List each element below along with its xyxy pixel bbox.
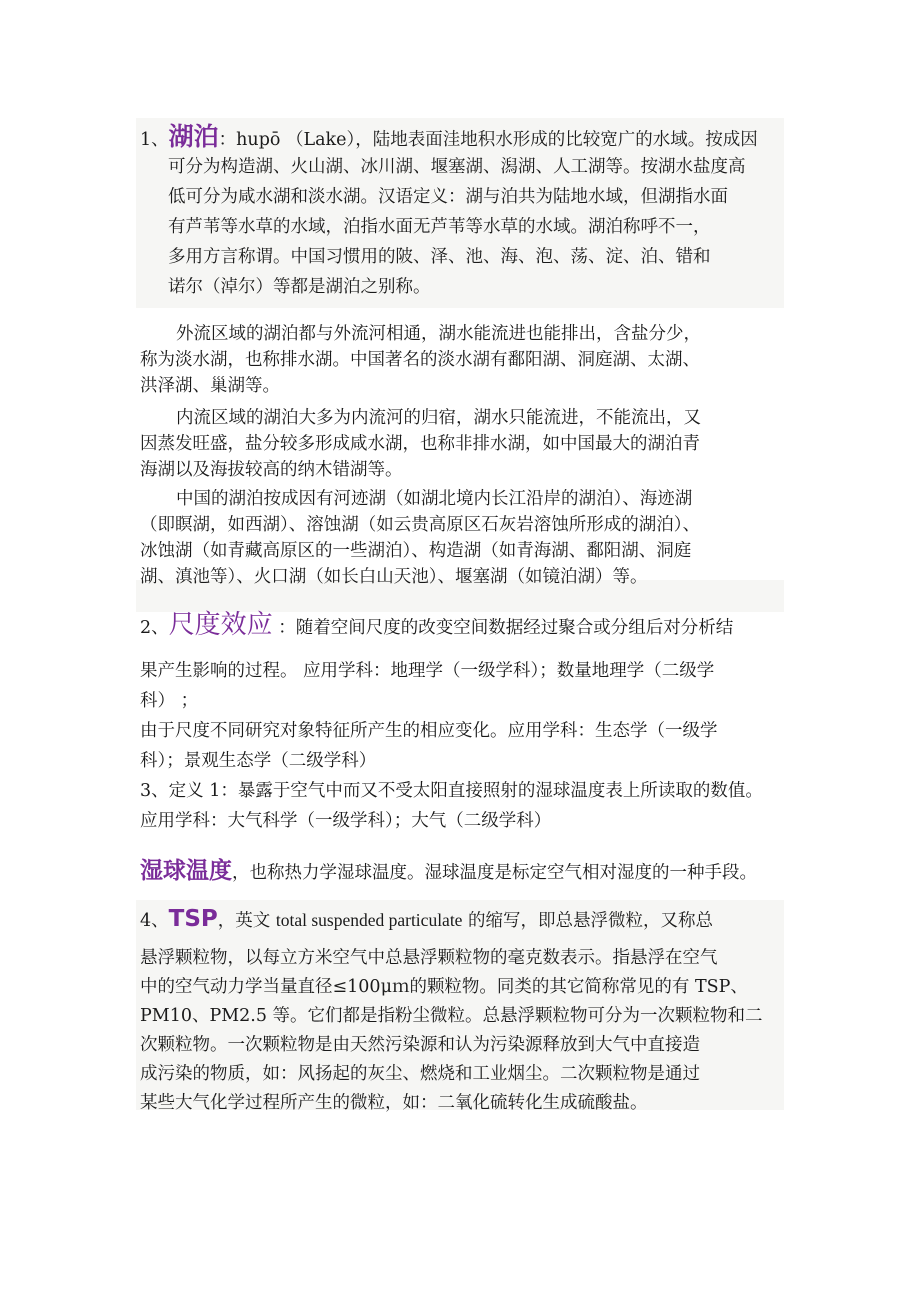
paragraph-line: 湖、滇池等）、火口湖（如长白山天池）、堰塞湖（如镜泊湖）等。	[140, 567, 648, 587]
paragraph-line: 内流区域的湖泊大多为内流河的归宿，湖水只能流进，不能流出，又	[176, 408, 701, 428]
term-heading: TSP	[168, 906, 218, 932]
paragraph-line: 冰蚀湖（如青藏高原区的一些湖泊）、构造湖（如青海湖、鄱阳湖、洞庭	[140, 541, 692, 561]
paragraph-line	[140, 852, 780, 890]
paragraph-text: ，英文	[217, 911, 276, 931]
paragraph-line	[140, 122, 780, 152]
section-lake	[140, 122, 780, 302]
section-wet-bulb	[140, 852, 780, 890]
paragraph-line: 称为淡水湖，也称排水湖。中国著名的淡水湖有鄱阳湖、洞庭湖、太湖、	[140, 350, 700, 370]
paragraph-line: 洪泽湖、巢湖等。	[140, 376, 280, 396]
section-tsp	[140, 900, 780, 938]
paragraph-line: 外流区域的湖泊都与外流河相通，湖水能流进也能排出，含盐分少，	[176, 324, 701, 344]
paragraph-line: 应用学科：大气科学（一级学科）；大气（二级学科）	[140, 811, 552, 831]
term-heading: 湿球温度	[140, 858, 232, 884]
paragraph-text: ：随着空间尺度的改变空间数据经过聚合或分组后对分析结	[272, 618, 734, 638]
paragraph-line: 诺尔（淖尔）等都是湖泊之别称。	[168, 277, 431, 297]
paragraph-line: 成污染的物质，如：风扬起的灰尘、燃烧和工业烟尘。二次颗粒物是通过	[140, 1064, 700, 1084]
section-number: 4、	[140, 911, 169, 931]
paragraph-text: 的缩写，即总悬浮微粒，又称总	[462, 911, 714, 931]
paragraph-line: 因蒸发旺盛，盐分较多形成咸水湖，也称非排水湖，如中国最大的湖泊青	[140, 434, 700, 454]
section-tsp-body	[140, 944, 780, 1118]
paragraph-text: total suspended particulate	[275, 910, 463, 930]
paragraph-line: 果产生影响的过程。 应用学科：地理学（一级学科）；数量地理学（二级学	[140, 661, 715, 681]
paragraph-line: 3、定义 1：暴露于空气中而又不受太阳直接照射的湿球温度表上所读取的数值。	[140, 781, 763, 801]
paragraph-line: 次颗粒物。一次颗粒物是由天然污染源和认为污染源释放到大气中直接造	[140, 1035, 700, 1055]
section-scale-effect-body	[140, 656, 780, 836]
paragraph-line: 多用方言称谓。中国习惯用的陂、泽、池、海、泡、荡、淀、泊、错和	[168, 247, 711, 267]
paragraph-line: 低可分为咸水湖和淡水湖。汉语定义：湖与泊共为陆地水域，但湖指水面	[168, 187, 728, 207]
paragraph-line: 科）；景观生态学（二级学科）	[140, 751, 377, 771]
paragraph-line: 有芦苇等水草的水域，泊指水面无芦苇等水草的水域。湖泊称呼不一，	[168, 217, 711, 237]
paragraph-line: 悬浮颗粒物，以每立方米空气中总悬浮颗粒物的毫克数表示。指悬浮在空气	[140, 948, 718, 968]
section-number: 2、	[140, 618, 169, 638]
paragraph-lake-types	[140, 486, 780, 590]
paragraph-line: 可分为构造湖、火山湖、冰川湖、堰塞湖、潟湖、人工湖等。按湖水盐度高	[168, 157, 746, 177]
paragraph-line: 中的空气动力学当量直径≤100μｍ的颗粒物。同类的其它简称常见的有 TSP、	[140, 977, 748, 997]
paragraph-text: ：hupō （Lake），陆地表面洼地积水形成的比较宽广的水域。按成因	[218, 130, 758, 150]
paragraph-line: 科） ；	[140, 691, 199, 711]
paragraph-line: PM10、PM2.5 等。它们都是指粉尘微粒。总悬浮颗粒物可分为一次颗粒物和二	[140, 1006, 763, 1026]
paragraph-line: 海湖以及海拔较高的纳木错湖等。	[140, 460, 403, 480]
paragraph-text: ，也称热力学湿球温度。湿球温度是标定空气相对湿度的一种手段。	[232, 863, 757, 883]
term-heading: 尺度效应	[168, 610, 273, 640]
paragraph-line: 由于尺度不同研究对象特征所产生的相应变化。应用学科：生态学（一级学	[140, 721, 718, 741]
paragraph-line	[140, 606, 780, 644]
paragraph-line: 某些大气化学过程所产生的微粒，如：二氧化硫转化生成硫酸盐。	[140, 1093, 648, 1113]
paragraph-line	[140, 900, 780, 938]
section-number: 1、	[140, 130, 169, 150]
paragraph-outflow-lakes	[140, 321, 780, 399]
term-heading: 湖泊	[168, 122, 219, 151]
paragraph-line: 中国的湖泊按成因有河迹湖（如湖北境内长江沿岸的湖泊）、海迹湖	[176, 489, 693, 509]
section-scale-effect	[140, 606, 780, 644]
paragraph-line: （即瞑湖，如西湖）、溶蚀湖（如云贵高原区石灰岩溶蚀所形成的湖泊）、	[140, 515, 700, 535]
paragraph-inflow-lakes	[140, 405, 780, 483]
